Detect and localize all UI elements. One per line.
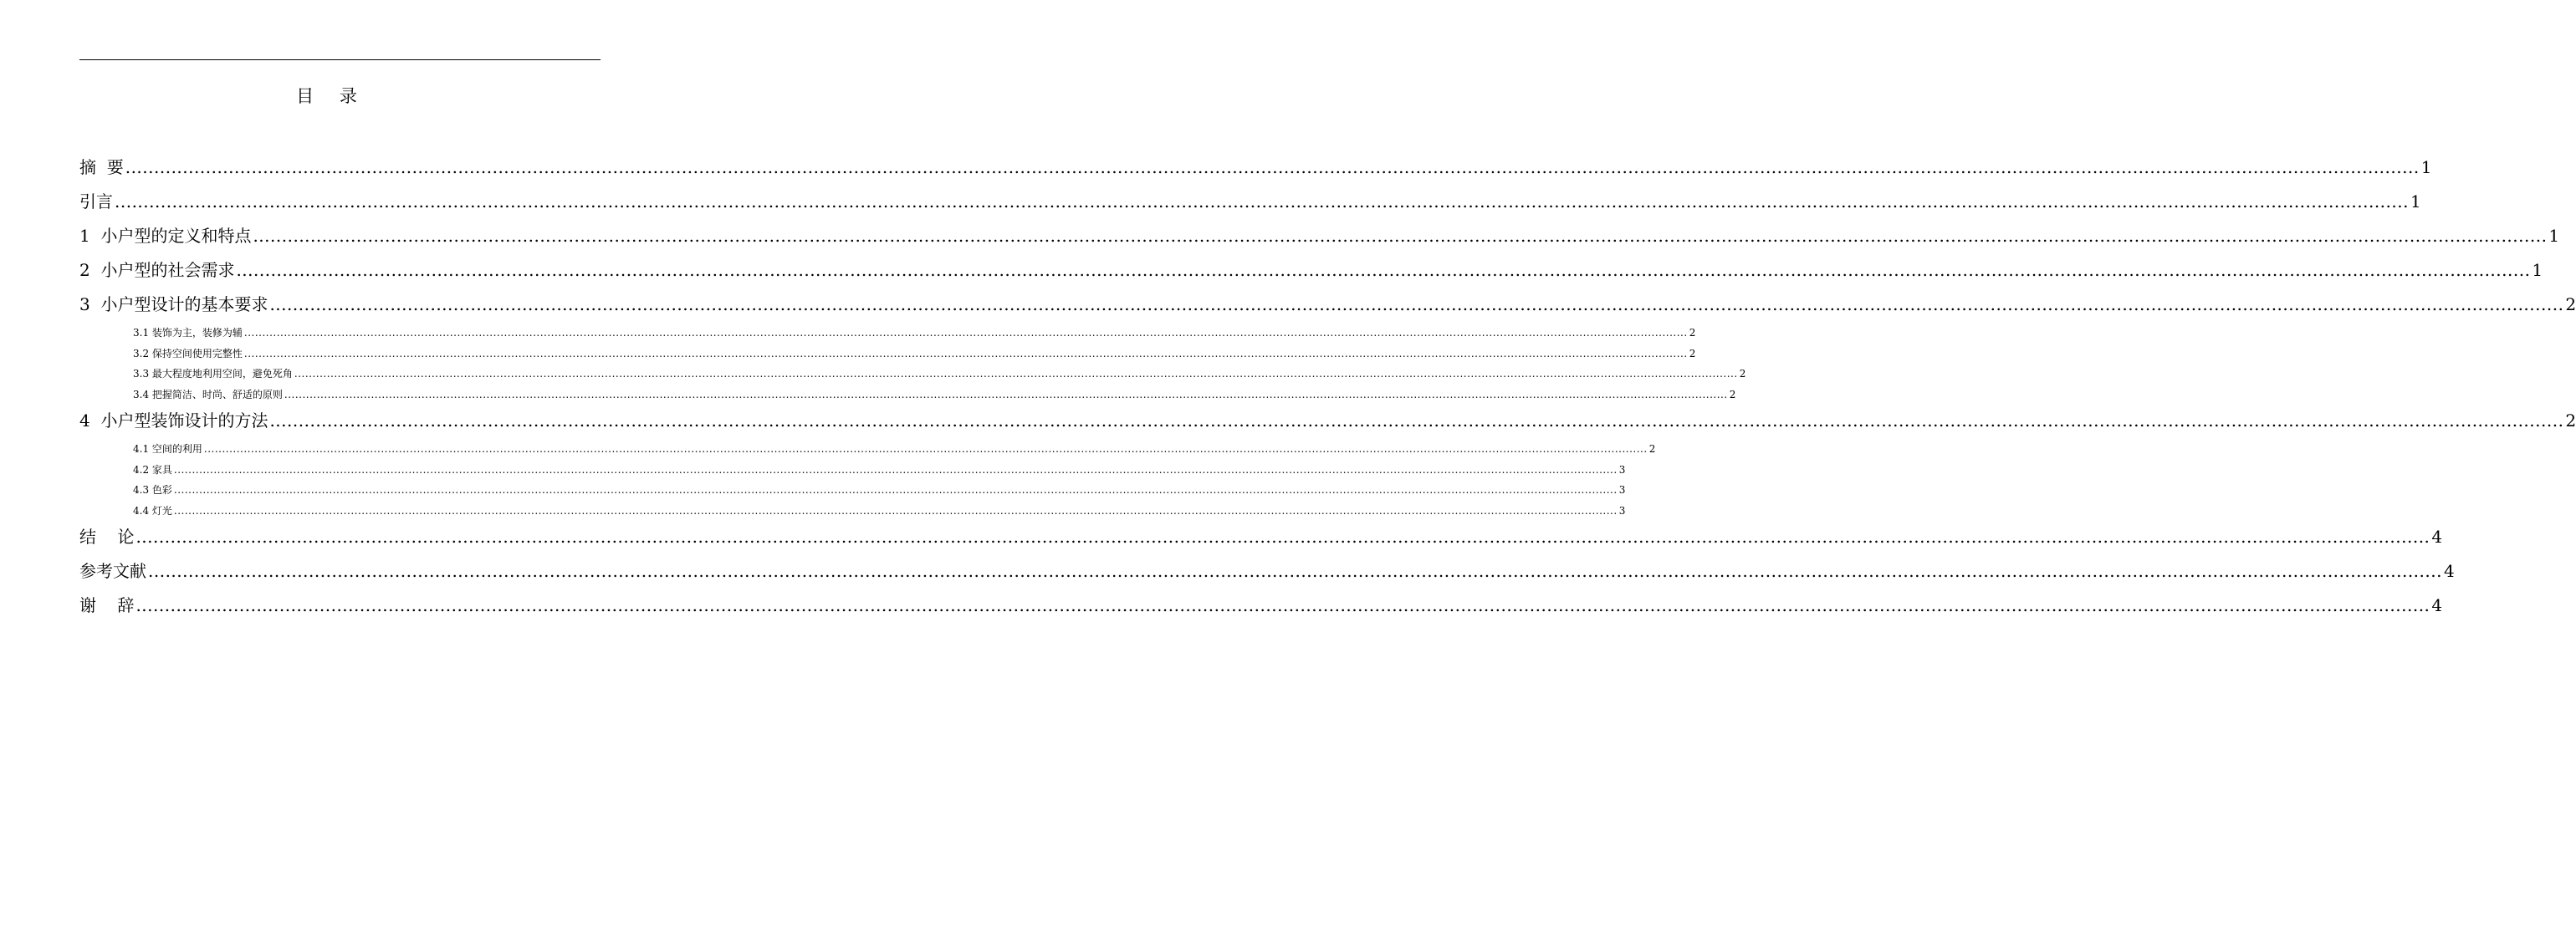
toc-entry-label: 结 论 <box>79 527 135 547</box>
dot-leader: ................................................................................................................................................................................................................................................................................................................................................................................................................ <box>148 561 2442 581</box>
toc-entry[interactable] <box>79 222 2560 257</box>
toc-entry-label: 4 小户型装饰设计的方法 <box>79 410 268 431</box>
toc-entry-label: 4.4 灯光 <box>133 504 172 517</box>
dot-leader: ................................................................................................................................................................................................................................................................................................................................................................................................................ <box>236 260 2531 280</box>
toc-entry-page: 2 <box>2565 410 2576 431</box>
toc-subentry[interactable] <box>79 462 1626 483</box>
toc-entry-label: 1 小户型的定义和特点 <box>79 226 252 246</box>
toc-subentry[interactable] <box>79 503 1626 524</box>
toc-subentry[interactable] <box>79 482 1626 503</box>
toc-subentry[interactable] <box>79 346 1696 367</box>
toc-entry-label: 谢 辞 <box>79 595 135 615</box>
dot-leader: ................................................................................................................................................................................................................................................................................................................................................................................................................ <box>135 595 2430 615</box>
toc-entry-page: 1 <box>2410 191 2421 212</box>
toc-entry-label: 3.3 最大程度地利用空间，避免死角 <box>133 368 293 380</box>
dot-leader: ................................................................................................................................................................................................................................................................................................................................................................................................................ <box>269 410 2564 431</box>
toc-entry-page: 1 <box>2532 260 2543 280</box>
toc-entry[interactable] <box>79 523 2443 558</box>
dot-leader: ................................................................................................................................................................................................................................................................................................................................................................................................................ <box>135 527 2430 547</box>
toc-entry-label: 引言 <box>79 191 113 212</box>
toc-entry-label: 参考文献 <box>79 561 146 581</box>
toc-subentry[interactable] <box>79 325 1696 346</box>
dot-leader: ................................................................................................................................................................................................................................................................................................................................................................................................................ <box>284 388 1728 400</box>
toc-entry-label: 2 小户型的社会需求 <box>79 260 235 280</box>
toc-entry-page: 1 <box>2548 226 2560 246</box>
dot-leader: ................................................................................................................................................................................................................................................................................................................................................................................................................ <box>269 294 2564 314</box>
toc-entry[interactable] <box>79 592 2443 626</box>
table-of-contents <box>79 154 2576 626</box>
toc-entry-page: 2 <box>1648 443 1656 455</box>
dot-leader: ................................................................................................................................................................................................................................................................................................................................................................................................................ <box>294 368 1738 380</box>
toc-entry-page: 3 <box>1618 484 1626 496</box>
toc-entry-label: 3.4 把握简洁、时尚、舒适的原则 <box>133 388 283 400</box>
toc-subentry[interactable] <box>79 387 1736 408</box>
toc-entry-page: 4 <box>2431 527 2443 547</box>
toc-entry[interactable] <box>79 558 2455 592</box>
toc-entry-label: 3.1 装饰为主，装修为辅 <box>133 327 243 339</box>
toc-entry[interactable] <box>79 407 2576 441</box>
toc-entry-label: 3 小户型设计的基本要求 <box>79 294 268 314</box>
dot-leader: ................................................................................................................................................................................................................................................................................................................................................................................................................ <box>173 504 1618 517</box>
toc-entry-page: 3 <box>1618 463 1626 476</box>
toc-entry-page: 2 <box>1689 347 1696 359</box>
dot-leader: ................................................................................................................................................................................................................................................................................................................................................................................................................ <box>125 157 2420 177</box>
toc-entry-label: 4.2 家具 <box>133 463 172 476</box>
toc-entry-page: 4 <box>2431 595 2443 615</box>
toc-entry-label: 4.3 色彩 <box>133 484 172 496</box>
dot-leader: ................................................................................................................................................................................................................................................................................................................................................................................................................ <box>173 484 1618 496</box>
toc-subentry[interactable] <box>79 366 1746 387</box>
toc-entry-label: 3.2 保持空间使用完整性 <box>133 347 243 359</box>
toc-entry[interactable] <box>79 291 2576 325</box>
dot-leader: ................................................................................................................................................................................................................................................................................................................................................................................................................ <box>203 443 1648 455</box>
toc-entry-page: 2 <box>2565 294 2576 314</box>
toc-entry[interactable] <box>79 154 2432 188</box>
toc-entry-page: 2 <box>1689 327 1696 339</box>
toc-entry-label: 摘 要 <box>79 157 124 177</box>
header-rule <box>79 59 601 60</box>
dot-leader: ................................................................................................................................................................................................................................................................................................................................................................................................................ <box>243 347 1688 359</box>
toc-entry-label: 4.1 空间的利用 <box>133 443 202 455</box>
dot-leader: ................................................................................................................................................................................................................................................................................................................................................................................................................ <box>115 191 2409 212</box>
toc-entry-page: 1 <box>2420 157 2432 177</box>
dot-leader: ................................................................................................................................................................................................................................................................................................................................................................................................................ <box>253 226 2548 246</box>
toc-title: 目 录 <box>296 86 367 106</box>
toc-entry-page: 3 <box>1618 504 1626 517</box>
toc-entry[interactable] <box>79 257 2543 291</box>
toc-entry-page: 4 <box>2443 561 2455 581</box>
toc-entry-page: 2 <box>1729 388 1736 400</box>
toc-subentry[interactable] <box>79 441 1656 462</box>
dot-leader: ................................................................................................................................................................................................................................................................................................................................................................................................................ <box>173 463 1618 476</box>
dot-leader: ................................................................................................................................................................................................................................................................................................................................................................................................................ <box>243 327 1688 339</box>
toc-entry-page: 2 <box>1739 368 1746 380</box>
toc-entry[interactable] <box>79 188 2421 222</box>
